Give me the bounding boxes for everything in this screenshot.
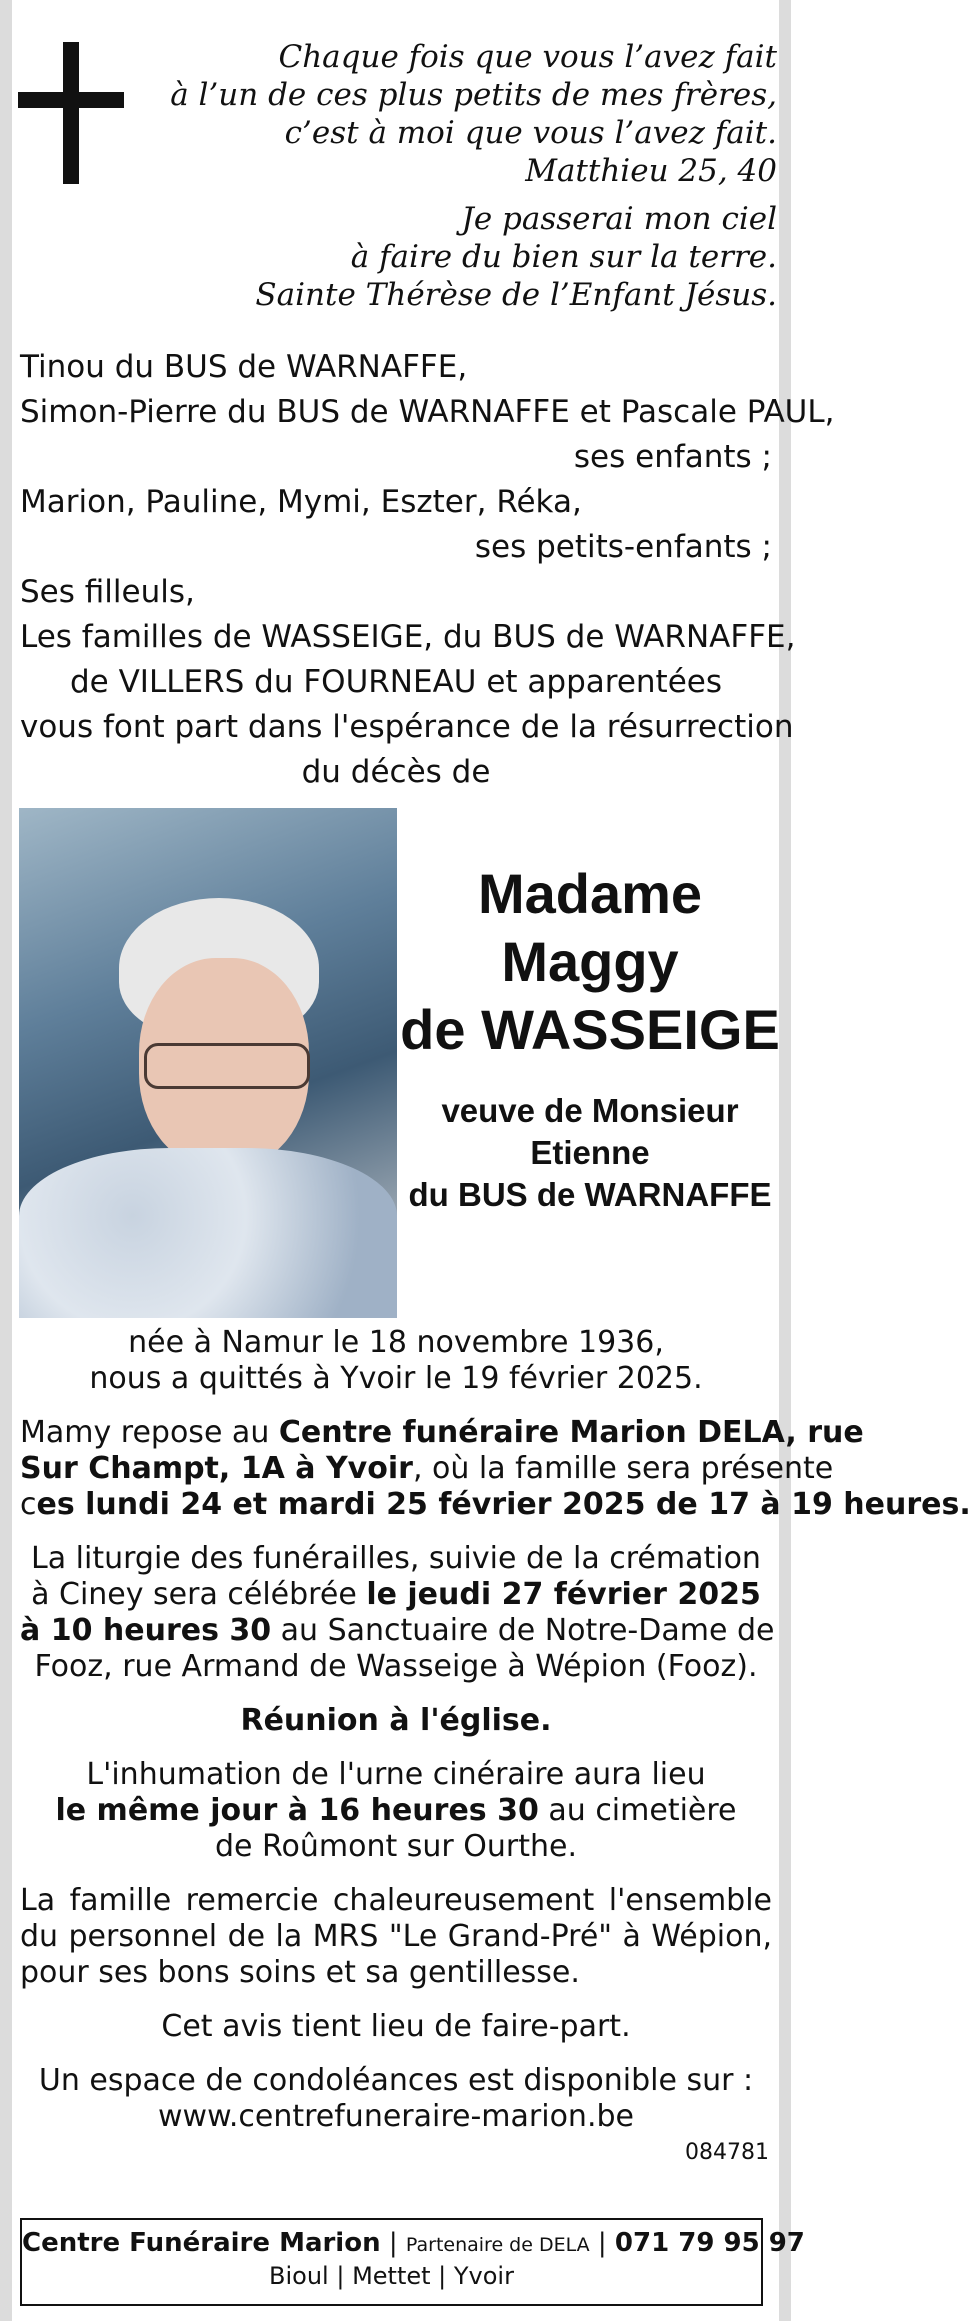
announce-line: vous font part dans l'espérance de la résurrection	[20, 709, 794, 745]
liturgy-info: La liturgie des funérailles, suivie de la crémation à Ciney sera célébrée le jeudi 27 février 2025 à 10 heures 30 au Sanctuaire de Notre-Dame de Fooz, rue Armand de Wasseige à Wépion (Fooz).	[20, 1541, 775, 1684]
condolences-line: Un espace de condoléances est disponible sur :	[38, 2063, 754, 2098]
quote-line: à l’un de ces plus petits de mes frères,	[170, 77, 777, 113]
family-line: Ses filleuls,	[20, 574, 195, 610]
family-block	[20, 345, 835, 795]
birth-line: née à Namur le 18 novembre 1936,	[128, 1325, 664, 1360]
quote-line: c’est à moi que vous l’avez fait.	[284, 115, 777, 151]
inhumation-info: L'inhumation de l'urne cinéraire aura lieu le même jour à 16 heures 30 au cimetière de Roûmont sur Ourthe.	[55, 1757, 737, 1864]
funeral-home-footer: Centre Funéraire Marion | Partenaire de DELA | 071 79 95 97 Bioul | Mettet | Yvoir	[20, 2218, 763, 2306]
family-line: de VILLERS du FOURNEAU et apparentées	[70, 664, 722, 700]
quote-line: Je passerai mon ciel	[461, 201, 777, 237]
family-label: ses petits-enfants ;	[474, 529, 772, 565]
cross-icon	[18, 42, 124, 184]
reunion-note: Réunion à l'église.	[240, 1703, 552, 1738]
rest-info: Mamy repose au Centre funéraire Marion DELA, rue Sur Champt, 1A à Yvoir, où la famille sera présente ces lundi 24 et mardi 25 février 2025 de 17 à 19 heures.	[20, 1415, 971, 1522]
family-line: Les familles de WASSEIGE, du BUS de WARNAFFE,	[20, 619, 796, 655]
family-line: Tinou du BUS de WARNAFFE,	[20, 349, 468, 385]
quote-line: à faire du bien sur la terre.	[350, 239, 777, 275]
family-line: Marion, Pauline, Mymi, Eszter, Réka,	[20, 484, 582, 520]
notice-line: Cet avis tient lieu de faire-part.	[161, 2009, 631, 2044]
family-label: ses enfants ;	[573, 439, 772, 475]
death-line: nous a quittés à Yvoir le 19 février 2025.	[89, 1361, 703, 1396]
company-name: Centre Funéraire Marion	[22, 2228, 381, 2258]
website-link[interactable]: www.centrefuneraire-marion.be	[158, 2099, 634, 2134]
partner-label: Partenaire de DELA	[405, 2234, 590, 2256]
deceased-photo	[19, 808, 397, 1305]
family-line: Simon-Pierre du BUS de WARNAFFE et Pascale PAUL,	[20, 394, 835, 430]
phone-number: 071 79 95 97	[614, 2228, 805, 2258]
announcement-body	[20, 1325, 971, 2153]
quotes-block	[137, 38, 777, 314]
quote-line: Chaque fois que vous l’avez fait	[278, 39, 777, 75]
widow-of: veuve de Monsieur Etienne du BUS de WARNAFFE	[408, 1092, 772, 1213]
quote-source: Matthieu 25, 40	[525, 153, 777, 189]
quote-source: Sainte Thérèse de l’Enfant Jésus.	[255, 277, 777, 313]
locations: Bioul | Mettet | Yvoir	[269, 2262, 514, 2290]
thanks-info: La famille remercie chaleureusement l'ensemble du personnel de la MRS "Le Grand-Pré" à Wépion, pour ses bons soins et sa gentillesse.	[20, 1883, 772, 1990]
reference-number: 084781	[685, 2140, 769, 2165]
deceased-name: Madame Maggy de WASSEIGE	[400, 862, 780, 1061]
announce-line: du décès de	[301, 754, 491, 790]
